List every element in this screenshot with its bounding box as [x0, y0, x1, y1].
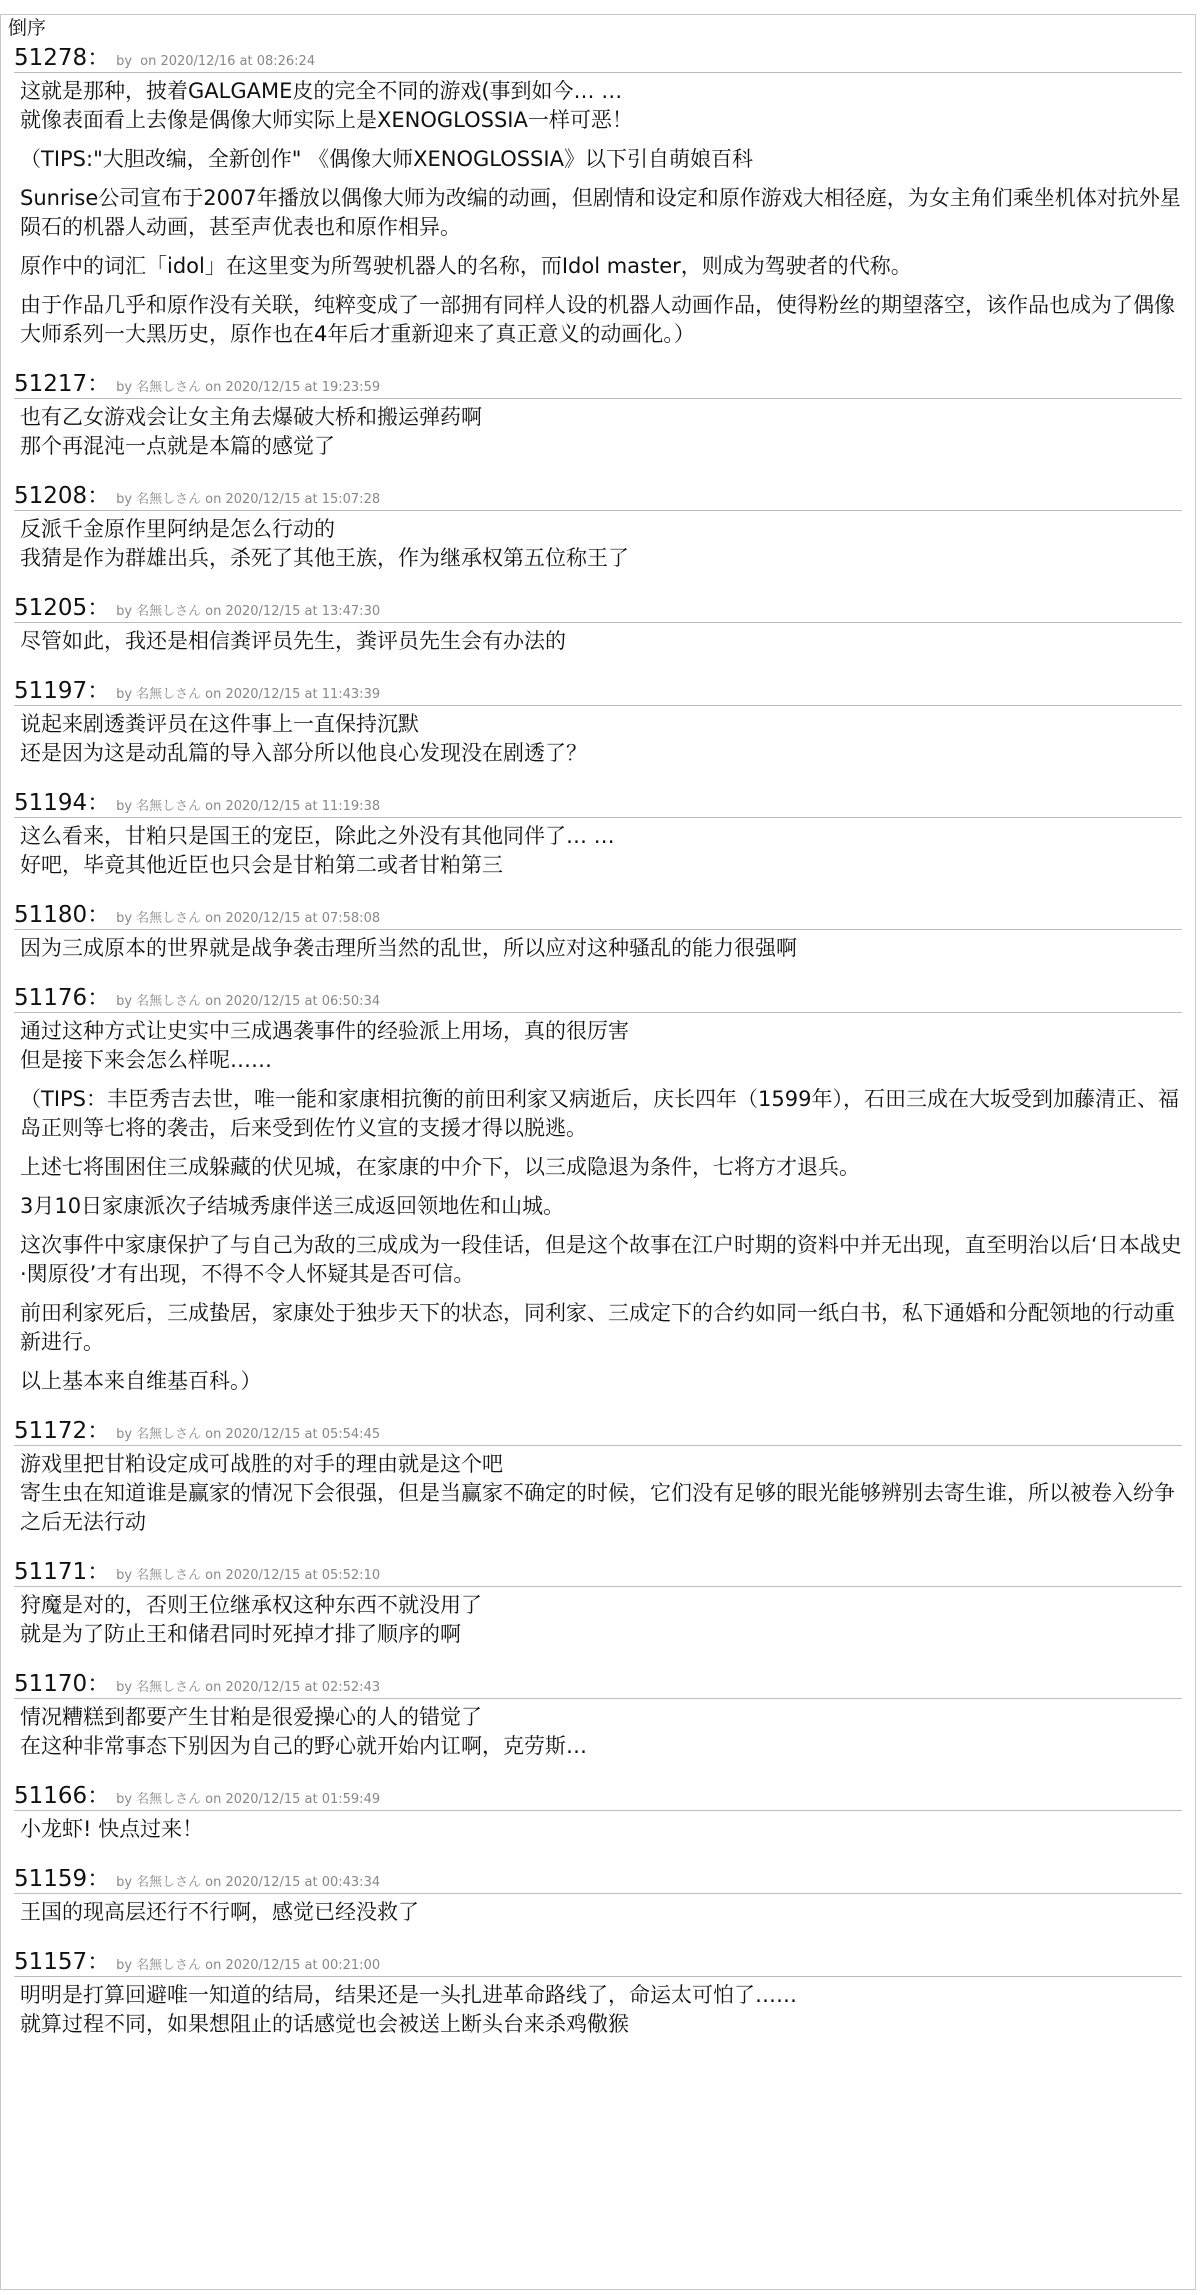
- comment-item: [14, 482, 1182, 573]
- comment-list: [14, 44, 1182, 2060]
- comment-body: [14, 1699, 1182, 1761]
- comment-item: [14, 789, 1182, 880]
- comment-author: 名無しさん: [136, 687, 202, 702]
- comment-by-label: by: [116, 1875, 133, 1890]
- comment-body: [14, 1446, 1182, 1537]
- comment-header: [14, 984, 1182, 1013]
- comment-body: [14, 73, 1182, 349]
- comment-body: [14, 706, 1182, 768]
- comment-number: 51157：: [14, 1949, 111, 1975]
- comment-author: 名無しさん: [136, 799, 202, 814]
- comment-meta: [116, 1954, 380, 1973]
- comment-item: [14, 594, 1182, 656]
- comment-number: 51194：: [14, 790, 111, 816]
- comment-timestamp: on 2020/12/15 at 00:21:00: [205, 1958, 381, 1973]
- comment-author: 名無しさん: [136, 492, 202, 507]
- comment-author: 名無しさん: [136, 911, 202, 926]
- comment-body: [14, 1894, 1182, 1927]
- comment-timestamp: on 2020/12/15 at 13:47:30: [205, 604, 381, 619]
- comment-by-label: by: [116, 1568, 133, 1583]
- comment-timestamp: on 2020/12/15 at 00:43:34: [205, 1875, 381, 1890]
- comment-header: [14, 677, 1182, 706]
- comment-number: 51176：: [14, 985, 111, 1011]
- comment-header: [14, 370, 1182, 399]
- comment-by-label: by: [116, 54, 133, 69]
- comment-by-label: by: [116, 911, 133, 926]
- comment-body: [14, 1587, 1182, 1649]
- comment-meta: [116, 1564, 380, 1583]
- comment-meta: [116, 1788, 380, 1807]
- comment-paragraph: 也有乙女游戏会让女主角去爆破大桥和搬运弹药啊 那个再混沌一点就是本篇的感觉了: [20, 405, 482, 458]
- comment-body: [14, 930, 1182, 963]
- comment-author: 名無しさん: [136, 1958, 202, 1973]
- comment-by-label: by: [116, 994, 133, 1009]
- comment-header: [14, 482, 1182, 511]
- sort-order-legend: 倒序: [5, 17, 49, 39]
- comment-paragraph: 由于作品几乎和原作没有关联，纯粹变成了一部拥有同样人设的机器人动画作品，使得粉丝的期望落空，该作品也成为了偶像大师系列一大黑历史，原作也在4年后才重新迎来了真正意义的动画化。）: [20, 293, 1175, 346]
- comment-number: 51166：: [14, 1783, 111, 1809]
- comment-timestamp: on 2020/12/15 at 05:54:45: [205, 1427, 381, 1442]
- comment-paragraph: （TIPS：丰臣秀吉去世，唯一能和家康相抗衡的前田利家又病逝后，庆长四年（1599年），石田三成在大坂受到加藤清正、福岛正则等七将的袭击，后来受到佐竹义宣的支援才得以脱逃。: [20, 1087, 1179, 1140]
- comment-meta: [116, 907, 380, 926]
- comment-paragraph: 这么看来，甘粕只是国王的宠臣，除此之外没有其他同伴了… … 好吧，毕竟其他近臣也只会是甘粕第二或者甘粕第三: [20, 824, 615, 877]
- comment-timestamp: on 2020/12/15 at 05:52:10: [205, 1568, 381, 1583]
- comment-header: [14, 44, 1182, 73]
- comment-author: 名無しさん: [136, 1427, 202, 1442]
- comment-paragraph: 王国的现高层还行不行啊，感觉已经没救了: [20, 1900, 419, 1924]
- comment-author: 名無しさん: [136, 994, 202, 1009]
- comment-author: 名無しさん: [136, 1875, 202, 1890]
- comment-paragraph: 这就是那种，披着GALGAME皮的完全不同的游戏(事到如今… … 就像表面看上去像是偶像大师实际上是XENOGLOSSIA一样可恶！: [20, 79, 633, 132]
- comment-header: [14, 1558, 1182, 1587]
- comment-by-label: by: [116, 1792, 133, 1807]
- comment-paragraph: 游戏里把甘粕设定成可战胜的对手的理由就是这个吧 寄生虫在知道谁是赢家的情况下会很强，但是当赢家不确定的时候，它们没有足够的眼光能够辨别去寄生谁，所以被卷入纷争之后无法行动: [20, 1452, 1175, 1534]
- comment-body: [14, 623, 1182, 656]
- comment-author: 名無しさん: [136, 1680, 202, 1695]
- comment-item: [14, 1558, 1182, 1649]
- comment-paragraph: 明明是打算回避唯一知道的结局，结果还是一头扎进革命路线了，命运太可怕了…… 就算过程不同，如果想阻止的话感觉也会被送上断头台来杀鸡儆猴: [20, 1983, 797, 2036]
- comment-paragraph: 狩魔是对的，否则王位继承权这种东西不就没用了 就是为了防止王和储君同时死掉才排了顺序的啊: [20, 1593, 482, 1646]
- comment-item: [14, 984, 1182, 1396]
- comment-paragraph: 以上基本来自维基百科。）: [20, 1369, 262, 1393]
- comment-timestamp: on 2020/12/15 at 11:19:38: [205, 799, 381, 814]
- comment-timestamp: on 2020/12/15 at 06:50:34: [205, 994, 381, 1009]
- comment-meta: [116, 683, 380, 702]
- comment-paragraph: 3月10日家康派次子结城秀康伴送三成返回领地佐和山城。: [20, 1194, 565, 1218]
- comment-timestamp: on 2020/12/15 at 15:07:28: [205, 492, 381, 507]
- comment-body: [14, 1977, 1182, 2039]
- comment-by-label: by: [116, 604, 133, 619]
- comment-paragraph: 这次事件中家康保护了与自己为敌的三成成为一段佳话，但是这个故事在江户时期的资料中并无出现，直至明治以后‘日本战史·関原役’才有出现，不得不令人怀疑其是否可信。: [20, 1233, 1182, 1286]
- comment-item: [14, 1865, 1182, 1927]
- comment-paragraph: 通过这种方式让史实中三成遇袭事件的经验派上用场，真的很厉害 但是接下来会怎么样呢……: [20, 1019, 629, 1072]
- comment-meta: [116, 54, 315, 69]
- comment-meta: [116, 600, 380, 619]
- comment-number: 51197：: [14, 678, 111, 704]
- comment-paragraph: （TIPS:"大胆改编，全新创作" 《偶像大师XENOGLOSSIA》以下引自萌娘百科: [20, 147, 753, 171]
- comment-item: [14, 1417, 1182, 1537]
- comment-timestamp: on 2020/12/16 at 08:26:24: [140, 54, 316, 69]
- comment-paragraph: 原作中的词汇「idol」在这里变为所驾驶机器人的名称，而Idol master，则成为驾驶者的代称。: [20, 254, 912, 278]
- comment-meta: [116, 990, 380, 1009]
- comment-item: [14, 44, 1182, 349]
- comment-item: [14, 1782, 1182, 1844]
- comment-number: 51171：: [14, 1559, 111, 1585]
- comment-header: [14, 789, 1182, 818]
- comment-item: [14, 901, 1182, 963]
- comment-timestamp: on 2020/12/15 at 07:58:08: [205, 911, 381, 926]
- comment-paragraph: 说起来剧透粪评员在这件事上一直保持沉默 还是因为这是动乱篇的导入部分所以他良心发现没在剧透了？: [20, 712, 587, 765]
- comment-item: [14, 1670, 1182, 1761]
- comment-paragraph: 尽管如此，我还是相信粪评员先生，粪评员先生会有办法的: [20, 629, 566, 653]
- comment-meta: [116, 1676, 380, 1695]
- comment-body: [14, 399, 1182, 461]
- comment-paragraph: 反派千金原作里阿纳是怎么行动的 我猜是作为群雄出兵，杀死了其他王族，作为继承权第五位称王了: [20, 517, 629, 570]
- comment-author: 名無しさん: [136, 380, 202, 395]
- comment-paragraph: 前田利家死后，三成蛰居，家康处于独步天下的状态，同利家、三成定下的合约如同一纸白书，私下通婚和分配领地的行动重新进行。: [20, 1301, 1175, 1354]
- comment-by-label: by: [116, 1680, 133, 1695]
- comment-meta: [116, 1871, 380, 1890]
- comment-number: 51208：: [14, 483, 111, 509]
- comment-item: [14, 677, 1182, 768]
- comment-author: 名無しさん: [136, 1568, 202, 1583]
- comment-by-label: by: [116, 380, 133, 395]
- comment-header: [14, 1417, 1182, 1446]
- comment-paragraph: 因为三成原本的世界就是战争袭击理所当然的乱世，所以应对这种骚乱的能力很强啊: [20, 936, 797, 960]
- comment-paragraph: Sunrise公司宣布于2007年播放以偶像大师为改编的动画，但剧情和设定和原作游戏大相径庭，为女主角们乘坐机体对抗外星陨石的机器人动画，甚至声优表也和原作相异。: [20, 186, 1181, 239]
- comment-body: [14, 1013, 1182, 1396]
- comment-item: [14, 370, 1182, 461]
- comment-author: 名無しさん: [136, 1792, 202, 1807]
- comment-paragraph: 小龙虾! 快点过来！: [20, 1817, 204, 1841]
- comment-meta: [116, 488, 380, 507]
- comment-by-label: by: [116, 687, 133, 702]
- comment-by-label: by: [116, 799, 133, 814]
- comment-body: [14, 511, 1182, 573]
- comment-number: 51159：: [14, 1866, 111, 1892]
- comment-by-label: by: [116, 1958, 133, 1973]
- comment-paragraph: 情况糟糕到都要产生甘粕是很爱操心的人的错觉了 在这种非常事态下别因为自己的野心就开始内讧啊，克劳斯…: [20, 1705, 587, 1758]
- comment-timestamp: on 2020/12/15 at 02:52:43: [205, 1680, 381, 1695]
- comment-header: [14, 594, 1182, 623]
- comment-number: 51180：: [14, 902, 111, 928]
- comment-author: 名無しさん: [136, 604, 202, 619]
- comment-by-label: by: [116, 1427, 133, 1442]
- comment-number: 51170：: [14, 1671, 111, 1697]
- comment-item: [14, 1948, 1182, 2039]
- comment-timestamp: on 2020/12/15 at 19:23:59: [205, 380, 381, 395]
- comment-header: [14, 901, 1182, 930]
- comment-body: [14, 1811, 1182, 1844]
- comment-timestamp: on 2020/12/15 at 01:59:49: [205, 1792, 381, 1807]
- comment-body: [14, 818, 1182, 880]
- comment-paragraph: 上述七将围困住三成躲藏的伏见城，在家康的中介下，以三成隐退为条件，七将方才退兵。: [20, 1155, 860, 1179]
- comment-number: 51205：: [14, 595, 111, 621]
- comment-meta: [116, 795, 380, 814]
- comment-number: 51278：: [14, 45, 111, 71]
- comment-header: [14, 1865, 1182, 1894]
- comment-header: [14, 1782, 1182, 1811]
- comment-meta: [116, 376, 380, 395]
- comment-timestamp: on 2020/12/15 at 11:43:39: [205, 687, 381, 702]
- comment-number: 51172：: [14, 1418, 111, 1444]
- comment-header: [14, 1670, 1182, 1699]
- comment-number: 51217：: [14, 371, 111, 397]
- comment-meta: [116, 1423, 380, 1442]
- comment-header: [14, 1948, 1182, 1977]
- comment-by-label: by: [116, 492, 133, 507]
